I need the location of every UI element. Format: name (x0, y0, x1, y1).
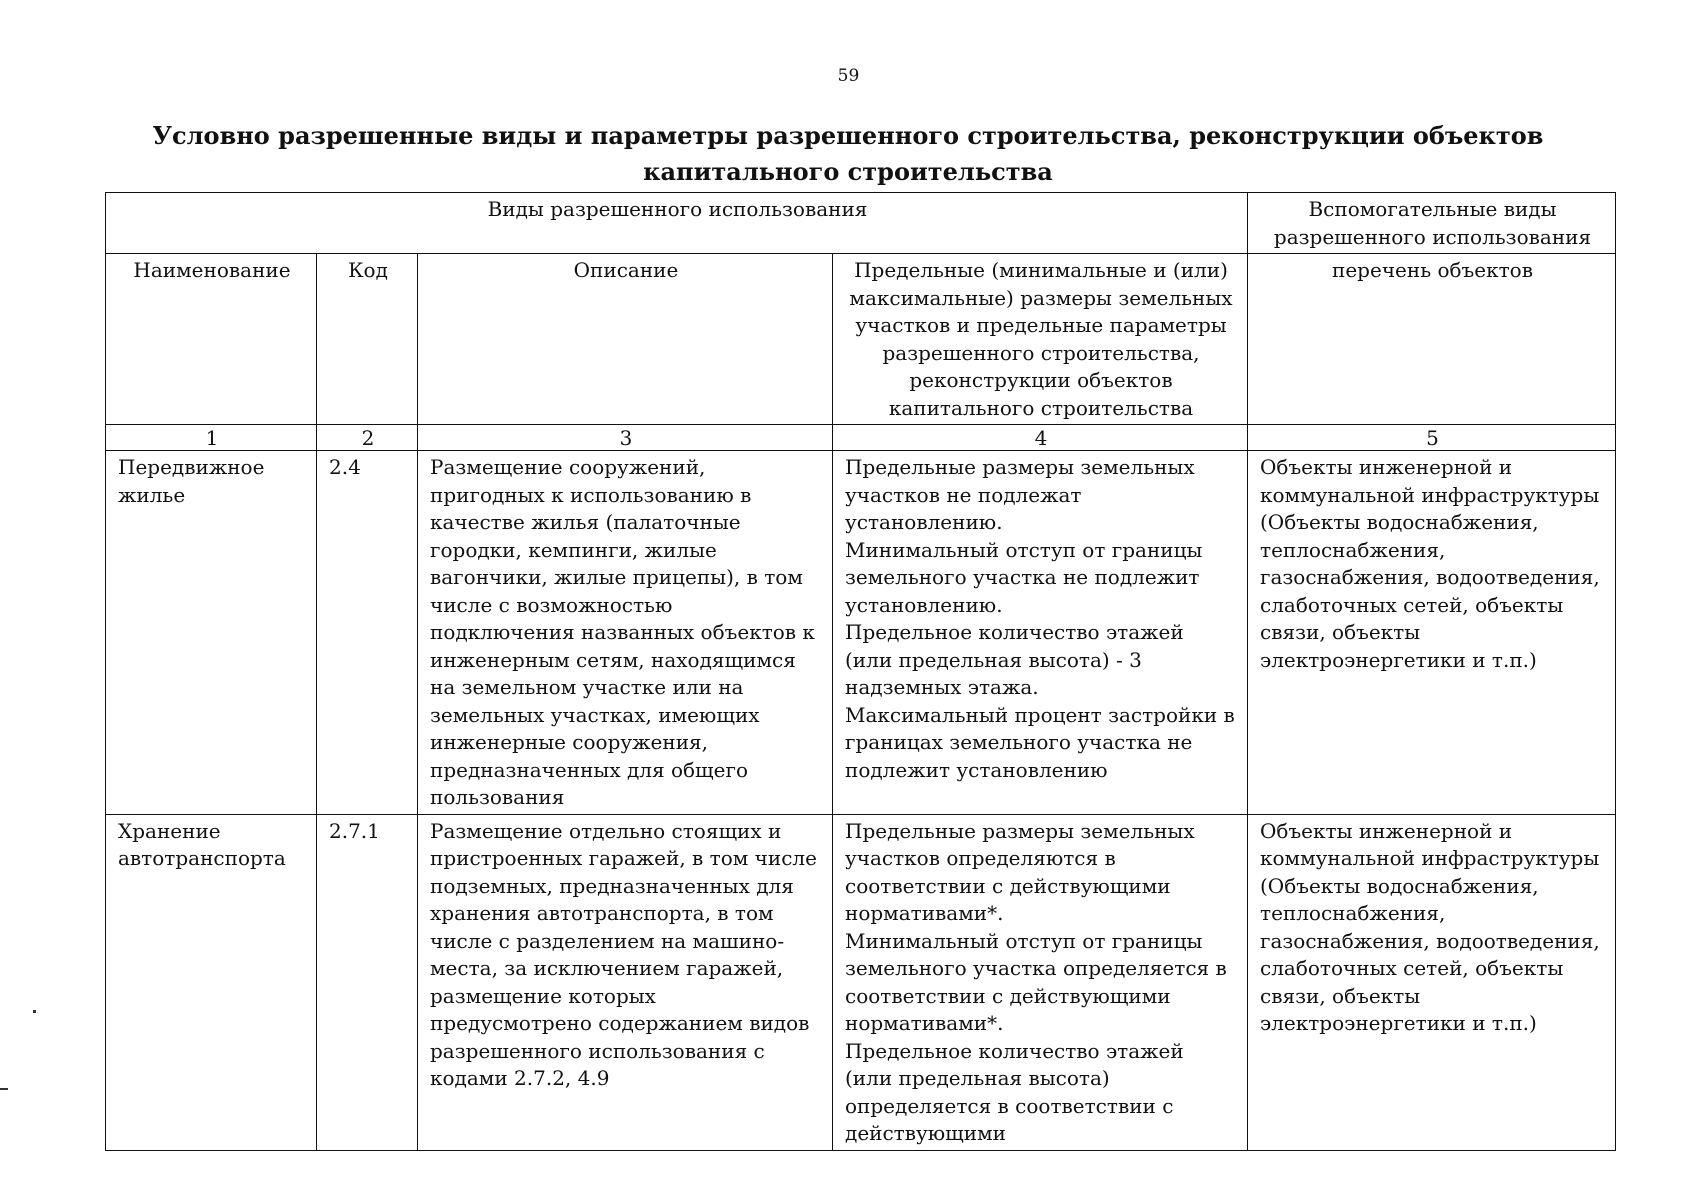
column-number: 3 (418, 425, 833, 451)
column-header-description: Описание (418, 254, 833, 425)
column-number-row (106, 425, 1616, 451)
cell-auxiliary: Объекты инженерной и коммунальной инфраструктуры (Объекты водоснабжения, теплоснабжения, газоснабжения, водоотведения, слаботочных сетей, объекты связи, объекты электроэнергетики и т.п.) (1248, 814, 1616, 1150)
cell-parameters: Предельные размеры земельных участков не подлежат установлению. Минимальный отступ от границы земельного участка не подлежит установлению. Предельное количество этажей (или предельная высота) - 3 надземных этажа. Максимальный процент застройки в границах земельного участка не подлежит установлению (833, 451, 1248, 815)
page-number: 59 (837, 66, 860, 86)
group-header-row (106, 193, 1616, 254)
column-header-parameters: Предельные (минимальные и (или) максимальные) размеры земельных участков и предельные параметры разрешенного строительства, реконструкции объектов капитального строительства (833, 254, 1248, 425)
column-header-row (106, 254, 1616, 425)
column-number: 5 (1248, 425, 1616, 451)
column-number: 1 (106, 425, 317, 451)
column-header-name: Наименование (106, 254, 317, 425)
page-title: Условно разрешенные виды и параметры разрешенного строительства, реконструкции объектов капитального строительства (152, 121, 1544, 186)
cell-name: Передвижное жилье (106, 451, 317, 815)
cell-code: 2.7.1 (317, 814, 418, 1150)
column-number: 2 (317, 425, 418, 451)
table-row (106, 451, 1616, 815)
permitted-use-table (105, 192, 1616, 1151)
column-number: 4 (833, 425, 1248, 451)
group-header-aux: Вспомогательные виды разрешенного использования (1248, 193, 1616, 254)
cell-auxiliary: Объекты инженерной и коммунальной инфраструктуры (Объекты водоснабжения, теплоснабжения, газоснабжения, водоотведения, слаботочных сетей, объекты связи, объекты электроэнергетики и т.п.) (1248, 451, 1616, 815)
group-header-main: Виды разрешенного использования (106, 193, 1248, 254)
cell-description: Размещение сооружений, пригодных к использованию в качестве жилья (палаточные городки, кемпинги, жилые вагончики, жилые прицепы), в том числе с возможностью подключения названных объектов к инженерным сетям, находящимся на земельном участке или на земельных участках, имеющих инженерные сооружения, предназначенных для общего пользования (418, 451, 833, 815)
scan-mark (0, 1088, 8, 1090)
column-header-code: Код (317, 254, 418, 425)
scan-mark (33, 1010, 36, 1013)
cell-code: 2.4 (317, 451, 418, 815)
cell-description: Размещение отдельно стоящих и пристроенных гаражей, в том числе подземных, предназначенных для хранения автотранспорта, в том числе с разделением на машино-места, за исключением гаражей, размещение которых предусмотрено содержанием видов разрешенного использования с кодами 2.7.2, 4.9 (418, 814, 833, 1150)
table-row (106, 814, 1616, 1150)
column-header-objects: перечень объектов (1248, 254, 1616, 425)
cell-name: Хранение автотранспорта (106, 814, 317, 1150)
cell-parameters: Предельные размеры земельных участков определяются в соответствии с действующими нормативами*. Минимальный отступ от границы земельного участка определяется в соответствии с действующими нормативами*. Предельное количество этажей (или предельная высота) определяется в соответствии с действующими (833, 814, 1248, 1150)
